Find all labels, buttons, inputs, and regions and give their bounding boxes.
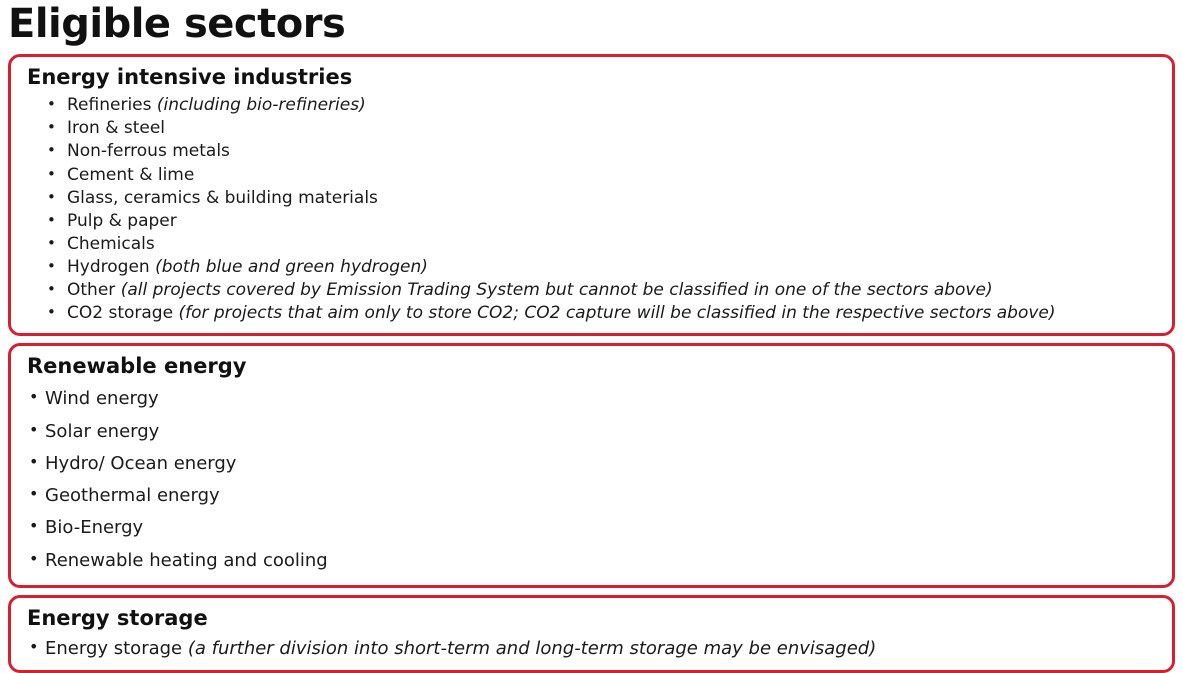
list-item-text: CO2 storage xyxy=(67,303,179,324)
section-list xyxy=(23,635,1160,662)
list-item xyxy=(23,512,1160,544)
list-item-note: (a further division into short-term and long-term storage may be envisaged) xyxy=(187,637,877,659)
list-item xyxy=(23,448,1160,480)
slide-page xyxy=(0,1,1183,659)
section-energy-storage xyxy=(8,595,1175,673)
list-item xyxy=(23,416,1160,448)
list-item xyxy=(23,140,1160,163)
list-item xyxy=(23,256,1160,279)
list-item-text: Renewable heating and cooling xyxy=(45,549,328,571)
list-item xyxy=(23,545,1160,577)
section-list xyxy=(23,383,1160,576)
list-item-note: (all projects covered by Emission Trading System but cannot be classified in one of the sectors above) xyxy=(120,280,993,301)
section-renewable-energy xyxy=(8,343,1175,588)
list-item-text: Energy storage xyxy=(45,637,188,659)
list-item-text: Hydro/ Ocean energy xyxy=(45,452,237,474)
list-item-note: (both blue and green hydrogen) xyxy=(155,256,428,277)
list-item-text: Cement & lime xyxy=(67,164,195,185)
list-item-text: Pulp & paper xyxy=(67,210,177,231)
list-item xyxy=(23,164,1160,187)
list-item-text: Refineries xyxy=(67,95,157,116)
list-item-text: Chemicals xyxy=(67,233,155,254)
list-item xyxy=(23,480,1160,512)
section-list xyxy=(23,94,1160,325)
list-item xyxy=(23,117,1160,140)
section-heading: Energy storage xyxy=(27,605,208,630)
list-item-text: Non-ferrous metals xyxy=(67,141,230,162)
section-heading: Energy intensive industries xyxy=(27,65,353,89)
list-item-text: Other xyxy=(67,280,121,301)
section-heading: Renewable energy xyxy=(27,354,247,379)
section-energy-intensive-industries xyxy=(8,54,1175,336)
list-item xyxy=(23,302,1160,325)
list-item xyxy=(23,635,1160,662)
list-item-text: Wind energy xyxy=(45,388,159,410)
list-item xyxy=(23,233,1160,256)
list-item xyxy=(23,187,1160,210)
list-item-note: (including bio-refineries) xyxy=(156,95,366,116)
list-item xyxy=(23,210,1160,233)
list-item-text: Bio-Energy xyxy=(45,517,144,539)
list-item-note: (for projects that aim only to store CO2; CO2 capture will be classified in the respective sectors above) xyxy=(178,303,1056,324)
list-item-text: Geothermal energy xyxy=(45,485,220,507)
list-item-text: Solar energy xyxy=(45,420,160,442)
page-title: Eligible sectors xyxy=(8,1,346,47)
list-item xyxy=(23,383,1160,415)
list-item xyxy=(23,94,1160,117)
list-item-text: Hydrogen xyxy=(67,256,156,277)
list-item-text: Iron & steel xyxy=(67,118,166,139)
list-item xyxy=(23,279,1160,302)
list-item-text: Glass, ceramics & building materials xyxy=(67,187,378,208)
